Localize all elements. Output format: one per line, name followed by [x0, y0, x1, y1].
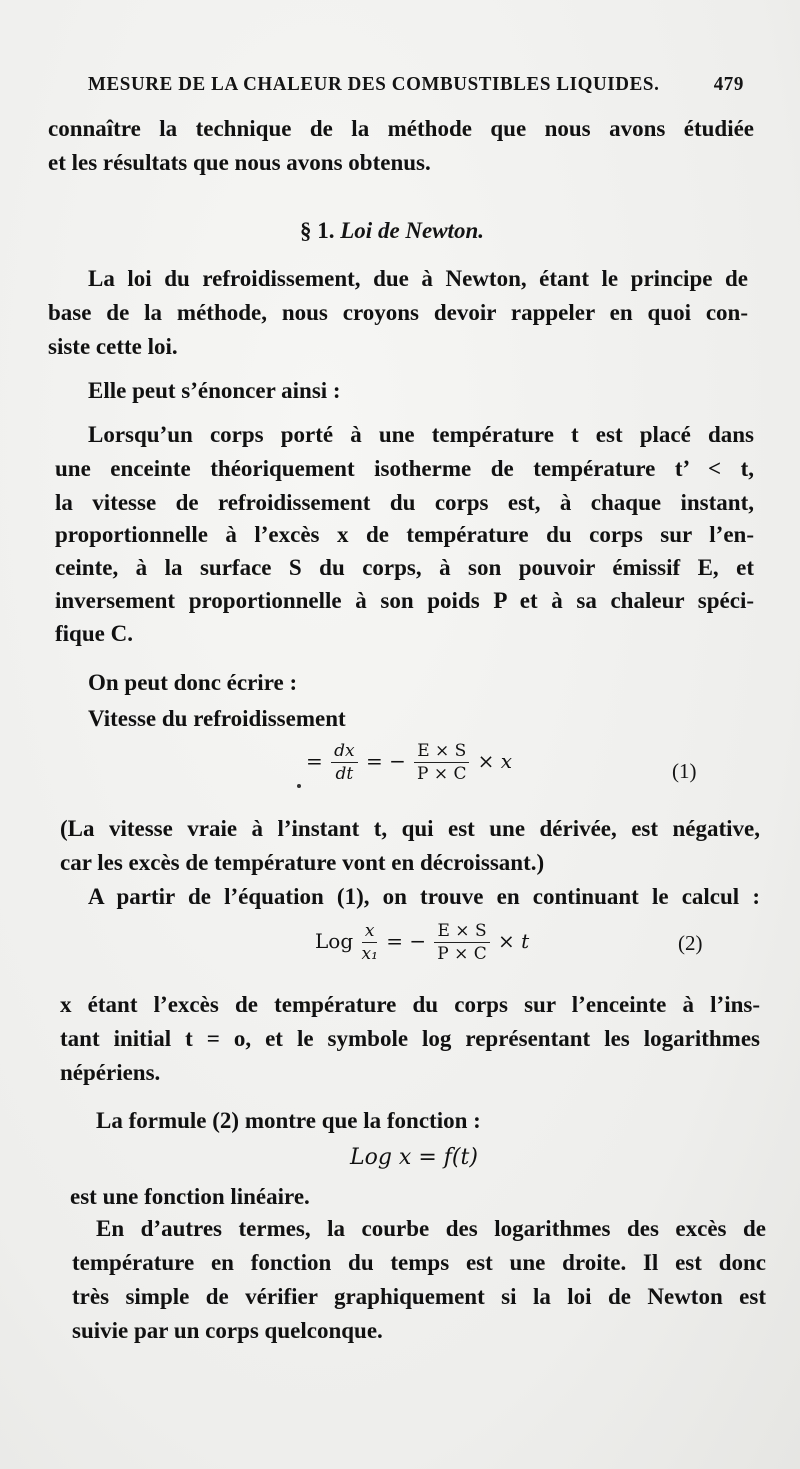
numerator: dx [331, 740, 357, 763]
fraction-es-pc [434, 920, 489, 965]
text-line: ceinte, à la surface S du corps, à son pouvoir émissif E, et [55, 555, 754, 580]
denominator: dt [335, 764, 354, 784]
equation-1 [306, 740, 512, 785]
fraction-x-x1 [361, 920, 377, 965]
text-line: (La vitesse vraie à l’instant t, qui est une dérivée, est négative, [60, 816, 760, 841]
text-line: A partir de l’équation (1), on trouve en continuant le calcul : [88, 884, 760, 909]
numerator: E × S [434, 920, 489, 943]
header-title: MESURE DE LA CHALEUR DES COMBUSTIBLES LIQUIDES. [88, 73, 660, 96]
equation-3: Log x = f(t) [350, 1145, 478, 1170]
equation-number: (1) [672, 759, 697, 783]
numerator: x [362, 920, 378, 943]
denominator: x₁ [361, 944, 378, 964]
equals-sign: = [306, 749, 323, 773]
text-line: En d’autres termes, la courbe des logarithmes des excès de [96, 1216, 766, 1241]
times-t: × t [497, 929, 530, 953]
text-line: température en fonction du temps est une droite. Il est donc [72, 1250, 766, 1275]
fraction-dx-dt [331, 740, 357, 785]
section-number: § 1. [300, 218, 335, 243]
ink-speck [297, 784, 301, 788]
denominator: P × C [417, 764, 467, 784]
section-title: Loi de Newton. [340, 218, 484, 243]
fraction-es-pc [414, 740, 469, 785]
text-line: très simple de vérifier graphiquement si la loi de Newton est [72, 1284, 766, 1309]
text-line: On peut donc écrire : [88, 670, 298, 695]
text-line: Lorsqu’un corps porté à une température t est placé dans [88, 422, 754, 447]
text-line: népériens. [60, 1060, 161, 1085]
page-number: 479 [713, 73, 744, 96]
text-line: x étant l’excès de température du corps sur l’enceinte à l’ins- [60, 992, 760, 1017]
running-header [88, 73, 744, 96]
equation-2 [315, 920, 529, 965]
equation-number: (2) [678, 931, 703, 955]
text-line: tant initial t = o, et le symbole log représentant les logarithmes [60, 1026, 760, 1051]
text-line: inversement proportionnelle à son poids P et à sa chaleur spéci- [55, 588, 754, 613]
text-line: proportionnelle à l’excès x de température du corps sur l’en- [55, 522, 754, 547]
log-label: Log [315, 929, 354, 953]
text-line: fique C. [55, 621, 133, 646]
text-line: est une fonction linéaire. [70, 1184, 310, 1209]
text-line: La loi du refroidissement, due à Newton, étant le principe de [88, 266, 748, 291]
denominator: P × C [437, 944, 487, 964]
text-line: Elle peut s’énoncer ainsi : [88, 378, 341, 403]
text-line: car les excès de température vont en décroissant.) [60, 850, 545, 875]
text-line: Vitesse du refroidissement [88, 706, 346, 731]
text-line: et les résultats que nous avons obtenus. [48, 150, 431, 175]
text-line: une enceinte théoriquement isotherme de température t’ < t, [55, 456, 754, 481]
section-heading [300, 218, 484, 244]
equals-minus: = − [386, 929, 427, 953]
text-line: suivie par un corps quelconque. [72, 1318, 383, 1343]
text-line: connaître la technique de la méthode que nous avons étudiée [48, 116, 754, 141]
times-x: × x [477, 749, 513, 773]
text-line: siste cette loi. [48, 334, 178, 359]
numerator: E × S [414, 740, 469, 763]
equals-minus: = − [365, 749, 406, 773]
text-line: La formule (2) montre que la fonction : [96, 1108, 481, 1133]
text-line: la vitesse de refroidissement du corps est, à chaque instant, [55, 490, 754, 515]
text-line: base de la méthode, nous croyons devoir rappeler en quoi con- [48, 300, 748, 325]
